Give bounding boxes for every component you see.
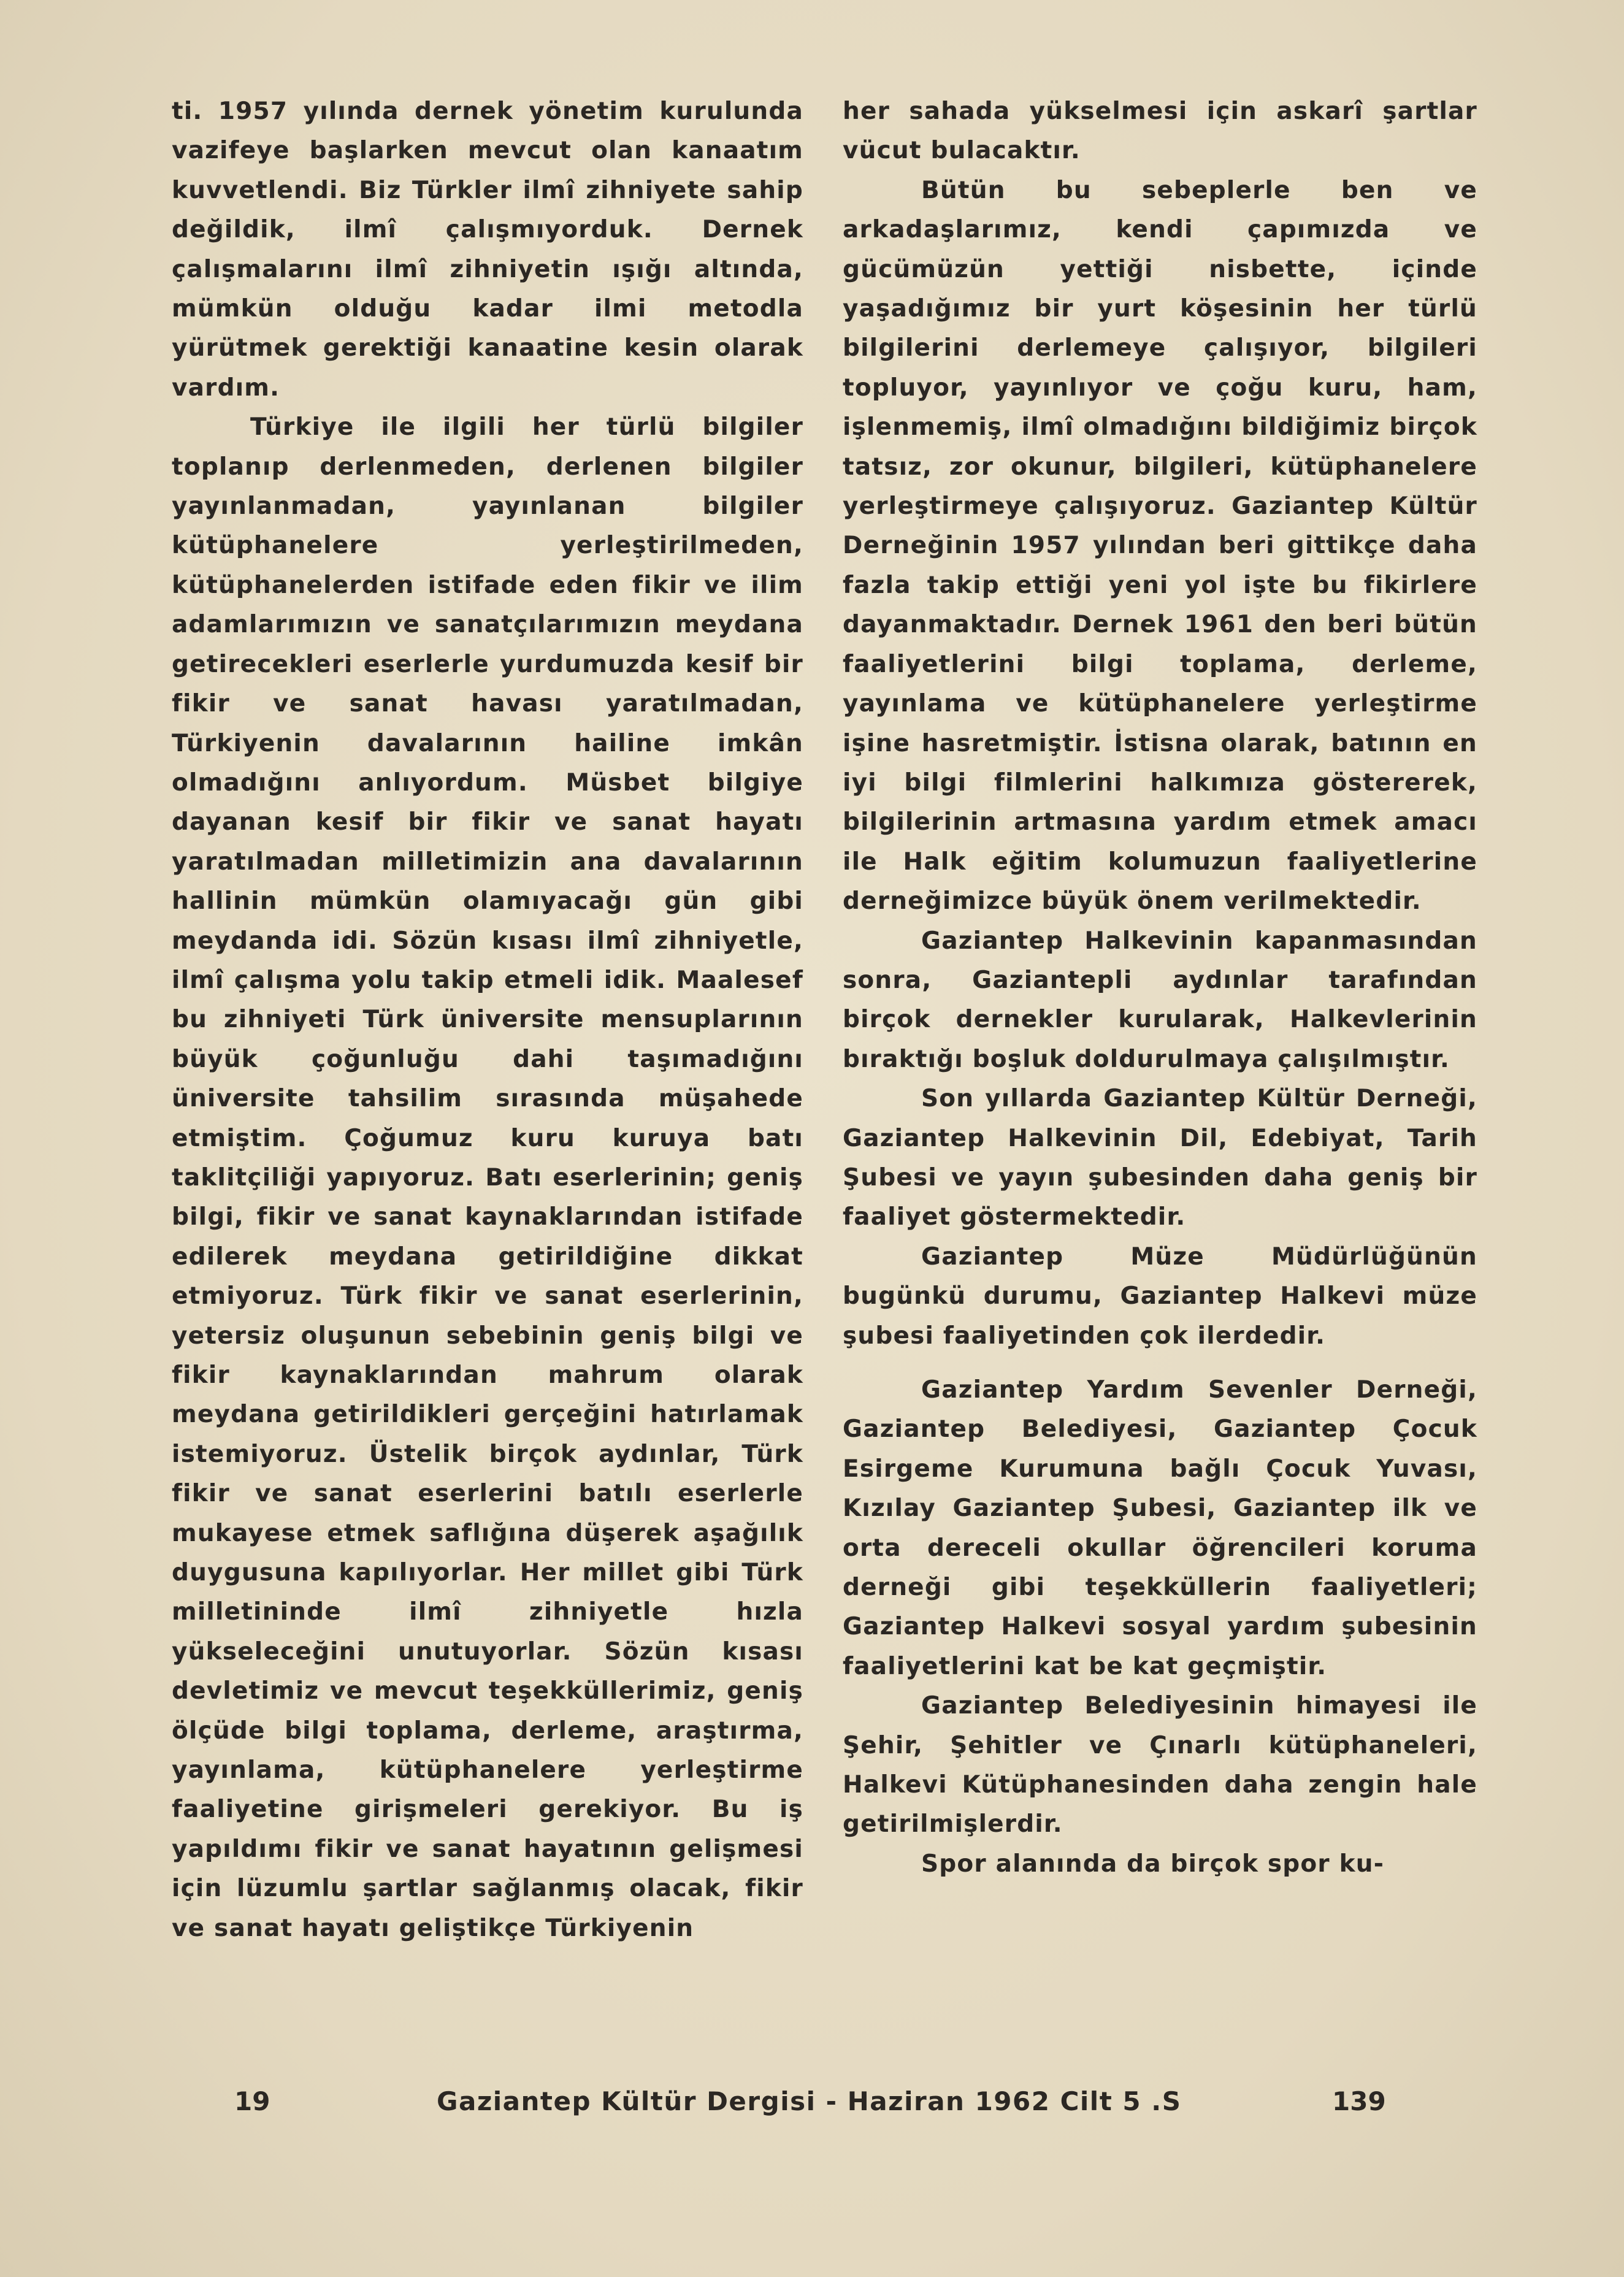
paragraph: her sahada yükselmesi için askarî şartlar vücut bulacaktır. [843,98,1477,165]
paragraph: Türkiye ile ilgili her türlü bilgiler toplanıp derlenmeden, derlenen bilgiler yayınlanmadan, yayınlanan bilgiler kütüphanelere yerleştirilmeden, kütüphanelerden istifade eden fikir ve ilim adamlarımızın ve sanatçılarımızın meydana getirecekleri eserlerle yurdumuzda kesif bir fikir ve sanat havası yaratılmadan, Türkiyenin davalarının hailine imkân olmadığını anlıyordum. Müsbet bilgiye dayanan kesif bir fikir ve sanat hayatı yaratılmadan milletimizin ana davalarının hallinin mümkün olamıyacağı gün gibi meydanda idi. Sözün kısası ilmî zihniyetle, ilmî çalışma yolu takip etmeli idik. Maalesef bu zihniyeti Türk üniversite mensuplarının büyük çoğunluğu dahi taşımadığını üniversite tahsilim sırasında müşahede etmiştim. Çoğumuz kuru kuruya batı taklitçiliği yapıyoruz. Batı eserlerinin; geniş bilgi, fikir ve sanat kaynaklarından istifade edilerek meydana getirildiğine dikkat etmiyoruz. Türk fikir ve sanat eserlerinin, yetersiz oluşunun sebebinin geniş bilgi ve fikir kaynaklarından mahrum olarak meydana getirildikleri gerçeğini hatırlamak istemiyoruz. Üstelik birçok aydınlar, Türk fikir ve sanat eserlerini batılı eserlerle mukayese etmek saflığına düşerek aşağılık duygusuna kapılıyorlar. Her millet gibi Türk milletininde ilmî zihniyetle hızla yükseleceğini unutuyorlar. Sözün kısası devletimiz ve mevcut teşekküllerimiz, geniş ölçüde bilgi toplama, derleme, araştırma, yayınlama, kütüphanelere yerleştirme faaliyetine girişmeleri gerekiyor. Bu iş yapıldımı fikir ve sanat hayatının gelişmesi için lüzumlu şartlar sağlanmış olacak, fikir ve sanat hayatı geliştikçe Türkiyenin [172,413,803,1942]
right-text-column [843,92,1477,1884]
paragraph: Gaziantep Yardım Sevenler Derneği, Gaziantep Belediyesi, Gaziantep Çocuk Esirgeme Kurumuna bağlı Çocuk Yuvası, Kızılay Gaziantep Şubesi, Gaziantep ilk ve orta dereceli okullar öğrencileri koruma derneği gibi teşekküllerin faaliyetleri; Gaziantep Halkevi sosyal yardım şubesinin faaliyetlerini kat be kat geçmiştir. [843,1376,1477,1680]
paragraph: Gaziantep Belediyesinin himayesi ile Şehir, Şehitler ve Çınarlı kütüphaneleri, Halkevi Kütüphanesinden daha zengin hale getirilmişlerdir. [843,1692,1477,1839]
journal-title: Gaziantep Kültür Dergisi - Haziran 1962 Cilt 5 .S [437,2086,1182,2116]
page-number-left: 19 [234,2086,270,2116]
paragraph: ti. 1957 yılında dernek yönetim kurulunda vazifeye başlarken mevcut olan kanaatım kuvvetlendi. Biz Türkler ilmî zihniyete sahip değildik, ilmî çalışmıyorduk. Dernek çalışmalarını ilmî zihniyetin ışığı altında, mümkün olduğu kadar ilmi metodla yürütmek gerektiği kanaatine kesin olarak vardım. [172,98,803,402]
paragraph: Gaziantep Halkevinin kapanmasından sonra, Gaziantepli aydınlar tarafından birçok dernekler kurularak, Halkevlerinin bıraktığı boşluk doldurulmaya çalışılmıştır. [843,927,1477,1073]
page-number-right: 139 [1332,2086,1386,2116]
paragraph: Gaziantep Müze Müdürlüğünün bugünkü durumu, Gaziantep Halkevi müze şubesi faaliyetinden çok ilerdedir. [843,1242,1477,1350]
left-text-column [172,92,803,1948]
paragraph: Son yıllarda Gaziantep Kültür Derneği, Gaziantep Halkevinin Dil, Edebiyat, Tarih Şubesi ve yayın şubesinden daha geniş bir faaliyet göstermektedir. [843,1085,1477,1231]
page-footer [234,2086,1387,2129]
paragraph: Spor alanında da birçok spor ku- [921,1850,1385,1878]
paragraph: Bütün bu sebeplerle ben ve arkadaşlarımız, kendi çapımızda ve gücümüzün yettiği nisbette, içinde yaşadığımız bir yurt köşesinin her türlü bilgilerini derlemeye çalışıyor, bilgileri topluyor, yayınlıyor ve çoğu kuru, ham, işlenmemiş, ilmî olmadığını bildiğimiz birçok tatsız, zor okunur, bilgileri, kütüphanelere yerleştirmeye çalışıyoruz. Gaziantep Kültür Derneğinin 1957 yılından beri gittikçe daha fazla takip ettiği yeni yol işte bu fikirlere dayanmaktadır. Dernek 1961 den beri bütün faaliyetlerini bilgi toplama, derleme, yayınlama ve kütüphanelere yerleştirme işine hasretmiştir. İstisna olarak, batının en iyi bilgi filmlerini halkımıza göstererek, bilgilerinin artmasına yardım etmek amacı ile Halk eğitim kolumuzun faaliyetlerine derneğimizce büyük önem verilmektedir. [843,176,1477,916]
